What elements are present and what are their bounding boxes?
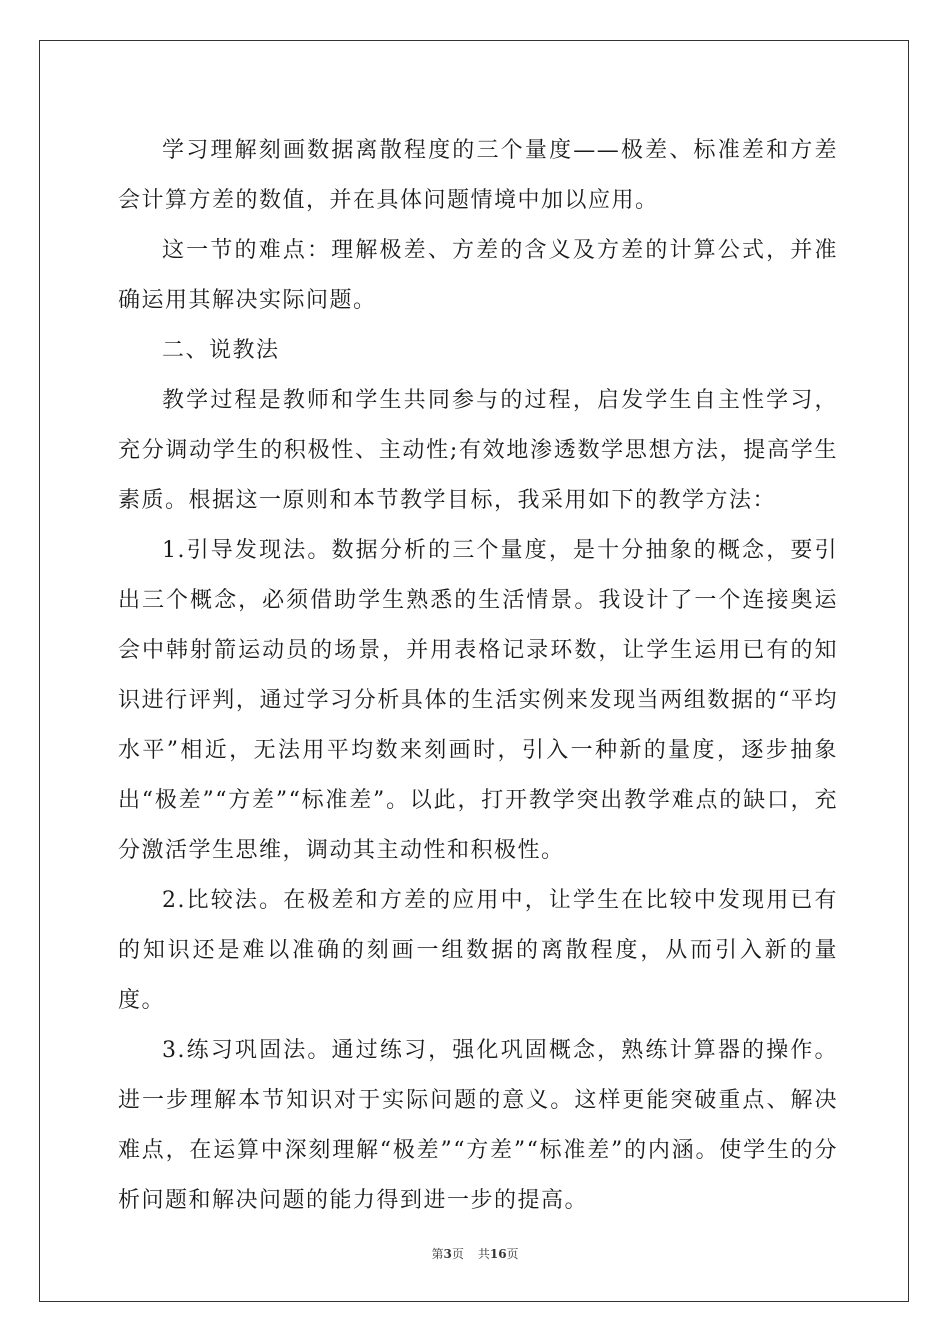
paragraph-method-2: 2.比较法。在极差和方差的应用中，让学生在比较中发现用已有的知识还是难以准确的刻画一组数据的离散程度，从而引入新的量度。	[118, 888, 838, 1013]
current-page-number: 3	[443, 1247, 452, 1261]
paragraph-method-3: 3.练习巩固法。通过练习，强化巩固概念，熟练计算器的操作。进一步理解本节知识对于实际问题的意义。这样更能突破重点、解决难点，在运算中深刻理解“极差”“方差”“标准差”的内涵。使学生的分析问题和解决问题的能力得到进一步的提高。	[118, 1038, 838, 1213]
paragraph-teaching-process: 教学过程是教师和学生共同参与的过程，启发学生自主性学习，充分调动学生的积极性、主动性;有效地渗透数学思想方法，提高学生素质。根据这一原则和本节教学目标，我采用如下的教学方法：	[118, 388, 838, 513]
paragraph-method-1: 1.引导发现法。数据分析的三个量度，是十分抽象的概念，要引出三个概念，必须借助学生熟悉的生活情景。我设计了一个连接奥运会中韩射箭运动员的场景，并用表格记录环数，让学生运用已有的知识进行评判，通过学习分析具体的生活实例来发现当两组数据的“平均水平”相近，无法用平均数来刻画时，引入一种新的量度，逐步抽象出“极差”“方差”“标准差”。以此，打开教学突出教学难点的缺口，充分激活学生思维，调动其主动性和积极性。	[118, 538, 838, 863]
paragraph-objectives: 学习理解刻画数据离散程度的三个量度——极差、标准差和方差会计算方差的数值，并在具体问题情境中加以应用。	[118, 138, 838, 213]
section-heading-teaching-methods: 二、说教法	[162, 338, 280, 363]
page-prefix: 第	[431, 1247, 444, 1261]
total-page-count: 16	[489, 1247, 507, 1261]
document-body	[118, 126, 838, 1226]
paragraph-difficulty: 这一节的难点：理解极差、方差的含义及方差的计算公式，并准确运用其解决实际问题。	[118, 238, 838, 313]
page-footer	[0, 1245, 950, 1262]
total-suffix: 页	[506, 1247, 519, 1261]
total-prefix: 共	[477, 1247, 490, 1261]
page-suffix: 页	[451, 1247, 464, 1261]
